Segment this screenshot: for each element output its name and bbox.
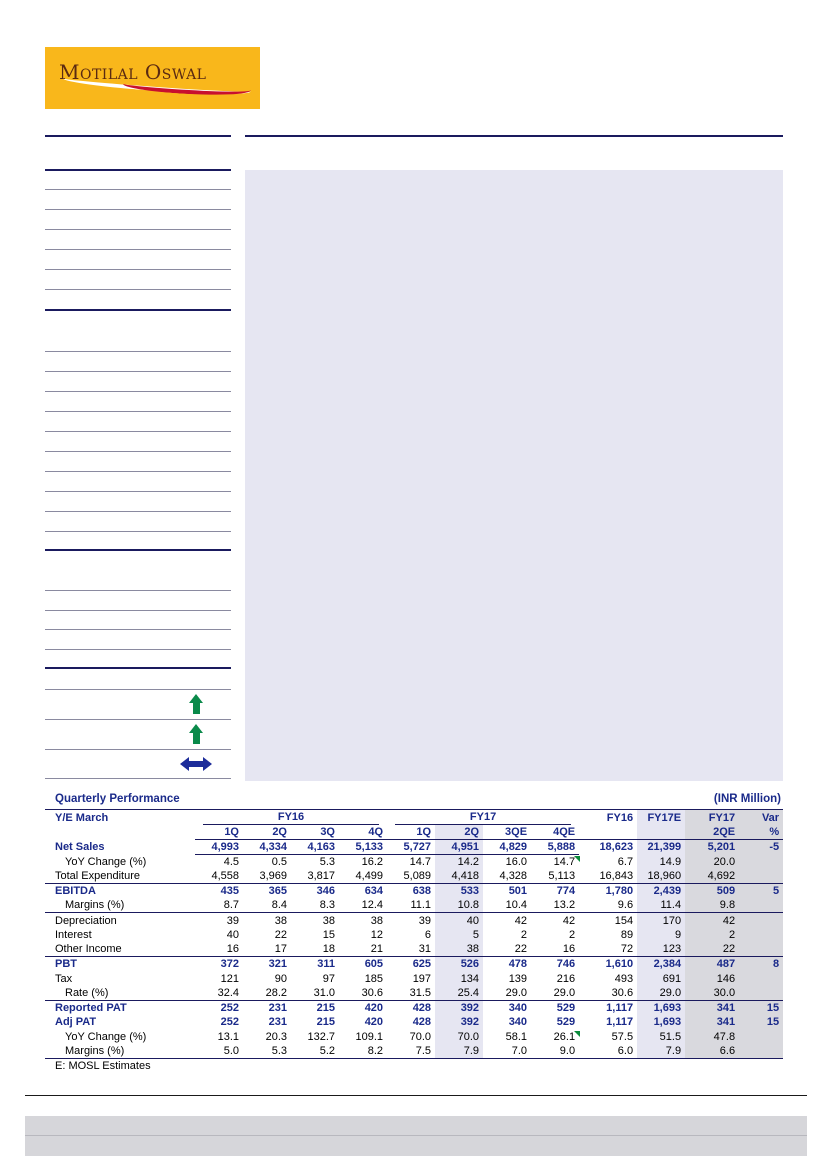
table-cell: 4,163 <box>291 840 339 855</box>
table-cell: 22 <box>685 942 739 957</box>
table-cell: 3,817 <box>307 870 335 883</box>
table-cell: 12 <box>370 928 384 941</box>
table-row <box>45 971 783 986</box>
table-cell <box>739 1044 783 1059</box>
table-cell: 89 <box>620 928 634 941</box>
table-cell: 231 <box>243 1001 291 1016</box>
table-cell: 90 <box>274 972 287 985</box>
table-cell: 38 <box>339 913 387 928</box>
subheader-cell: 2QE <box>685 825 739 840</box>
table-cell: 38 <box>291 913 339 928</box>
table-cell: 435 <box>195 884 243 899</box>
table-cell: 10.8 <box>435 898 483 913</box>
table-cell: 5,113 <box>548 870 576 883</box>
table-cell: 7.5 <box>387 1044 435 1059</box>
up-arrow-icon <box>189 694 203 714</box>
left-right-arrow-icon <box>180 757 212 771</box>
table-cell: 4,692 <box>685 869 739 884</box>
subheader-cell <box>637 825 685 840</box>
table-cell: 501 <box>483 884 531 899</box>
sidebar-rule <box>45 269 231 270</box>
table-cell: 5,133 <box>339 840 387 855</box>
table-cell: 132.7 <box>307 1031 335 1044</box>
table-cell: 15 <box>739 1001 783 1016</box>
table-cell: 16 <box>562 943 576 956</box>
table-cell: 1,693 <box>637 1015 685 1030</box>
table-cell: 14.7 <box>409 856 432 869</box>
table-cell: 478 <box>483 957 531 972</box>
table-cell: 1,117 <box>579 1001 637 1016</box>
table-cell: 420 <box>364 1016 384 1029</box>
table-cell: 42 <box>685 913 739 928</box>
sidebar-rule <box>45 491 231 492</box>
table-cell: 774 <box>531 884 579 899</box>
table-cell: 746 <box>531 957 579 972</box>
header-row-2 <box>45 825 783 840</box>
footer-bar <box>25 1116 807 1156</box>
fy16-group-header: FY16 <box>203 810 379 825</box>
subheader-cell <box>579 825 637 840</box>
subheader-cell: 2Q <box>435 825 483 840</box>
table-cell: 9.0 <box>531 1044 579 1059</box>
subheader-cell: 1Q <box>387 825 435 840</box>
table-cell: 428 <box>412 1016 432 1029</box>
sidebar-rule <box>45 169 231 171</box>
table-cell: 18,623 <box>599 841 634 854</box>
table-cell: 197 <box>412 972 432 985</box>
table-cell: 493 <box>614 972 634 985</box>
table-cell: 26.1 <box>531 1030 579 1045</box>
table-cell: 30.0 <box>685 986 739 1001</box>
table-cell: 1,117 <box>606 1016 634 1029</box>
row-label: Other Income <box>55 943 122 956</box>
table-row <box>45 928 783 943</box>
table-cell: 16.2 <box>361 856 384 869</box>
table-cell: 311 <box>291 957 339 972</box>
table-cell: 346 <box>291 884 339 899</box>
table-cell: 16,843 <box>599 870 634 883</box>
table-cell: 170 <box>637 913 685 928</box>
col-var-header: Var <box>739 810 783 826</box>
sidebar-rule <box>45 590 231 591</box>
table-cell: 30.6 <box>611 986 634 999</box>
table-cell: 625 <box>387 957 435 972</box>
table-cell: 252 <box>220 1016 239 1029</box>
sidebar-rule <box>45 135 231 137</box>
table-cell: 4,499 <box>355 870 384 883</box>
table-cell: 7.9 <box>637 1044 685 1059</box>
subheader-cell: 4Q <box>339 825 387 840</box>
table-cell: 691 <box>637 971 685 986</box>
table-cell: 533 <box>435 884 483 899</box>
table-cell: 1,610 <box>579 957 637 972</box>
sidebar-rule <box>45 719 231 720</box>
sidebar-rule <box>45 309 231 311</box>
table-cell: 215 <box>291 1001 339 1016</box>
sidebar-rule <box>45 249 231 250</box>
table-cell: 18,960 <box>637 869 685 884</box>
table-cell: 97 <box>322 972 335 985</box>
table-cell: -5 <box>739 840 783 855</box>
row-label: EBITDA <box>45 884 195 899</box>
table-cell: 215 <box>316 1016 335 1029</box>
table-cell: 28.2 <box>265 986 287 999</box>
row-label: YoY Change (%) <box>65 1031 147 1044</box>
subheader-cell: 1Q <box>195 825 243 840</box>
table-cell <box>739 855 783 870</box>
table-cell: 5,888 <box>531 840 579 855</box>
table-cell: 5 <box>739 884 783 899</box>
subheader-cell: 3QE <box>483 825 531 840</box>
subheader-cell: 2Q <box>243 825 291 840</box>
col-fy17e-header: FY17E <box>637 810 685 826</box>
subheader-cell: 3Q <box>291 825 339 840</box>
ye-march-label: Y/E March <box>45 810 195 826</box>
table-cell: 529 <box>531 1001 579 1016</box>
table-cell: 5,727 <box>387 840 435 855</box>
table-cell: 134 <box>435 971 483 986</box>
table-cell: 21 <box>370 943 384 956</box>
row-label: Rate (%) <box>65 986 109 999</box>
table-cell: 29.0 <box>637 986 685 1001</box>
table-cell: 321 <box>243 957 291 972</box>
table-row <box>45 942 783 957</box>
table-cell: 4,334 <box>243 840 291 855</box>
table-cell: 216 <box>556 972 576 985</box>
sidebar-rule <box>45 531 231 532</box>
sidebar-rule <box>45 431 231 432</box>
table-row <box>45 884 783 899</box>
table-cell: 42 <box>531 913 579 928</box>
table-cell: 139 <box>508 972 528 985</box>
table-cell: 634 <box>339 884 387 899</box>
sidebar-rule <box>45 471 231 472</box>
table-cell: 20.0 <box>685 855 739 870</box>
sidebar-rule <box>45 371 231 372</box>
table-cell: 1,693 <box>637 1001 685 1016</box>
table-cell: 526 <box>435 957 483 972</box>
table-cell: 5 <box>435 928 483 943</box>
sidebar-rule <box>45 667 231 669</box>
table-row <box>45 1001 783 1016</box>
table-cell: 4,558 <box>211 870 239 883</box>
row-label: Depreciation <box>45 913 195 928</box>
table-cell <box>739 986 783 1001</box>
table-cell <box>739 913 783 928</box>
table-cell: 509 <box>685 884 739 899</box>
table-cell: 5.0 <box>195 1044 243 1059</box>
table-cell: 4,993 <box>195 840 243 855</box>
col-fy17-header: FY17 <box>685 810 739 826</box>
table-cell: 39 <box>195 913 243 928</box>
table-cell: 22 <box>514 943 528 956</box>
table-cell: 51.5 <box>637 1030 685 1045</box>
table-cell: 57.5 <box>611 1031 634 1044</box>
shaded-content-panel <box>245 170 783 781</box>
logo-swoosh-red <box>123 76 252 99</box>
table-cell: 341 <box>685 1015 739 1030</box>
table-cell: 22 <box>274 928 287 941</box>
table-cell: 487 <box>685 957 739 972</box>
table-row <box>45 855 783 870</box>
estimates-note: E: MOSL Estimates <box>55 1060 151 1073</box>
header-rule <box>245 135 783 137</box>
table-cell: 420 <box>339 1001 387 1016</box>
table-cell: 38 <box>243 913 291 928</box>
row-label: Margins (%) <box>45 1044 195 1059</box>
table-cell: 25.4 <box>435 986 483 1001</box>
table-cell <box>739 1030 783 1045</box>
subheader-cell: 4QE <box>531 825 579 840</box>
quarterly-performance-table <box>45 809 783 1059</box>
sidebar-rule <box>45 689 231 690</box>
table-cell: 252 <box>195 1001 243 1016</box>
table-cell: 14.9 <box>637 855 685 870</box>
table-cell: 5,201 <box>685 840 739 855</box>
table-units: (INR Million) <box>713 793 781 805</box>
table-cell: 5.3 <box>243 1044 291 1059</box>
table-cell: 5.3 <box>319 856 335 869</box>
table-cell: 340 <box>483 1001 531 1016</box>
table-cell: 8.2 <box>339 1044 387 1059</box>
table-cell <box>739 898 783 913</box>
table-cell <box>739 942 783 957</box>
sidebar-rule <box>45 610 231 611</box>
table-cell: 428 <box>387 1001 435 1016</box>
row-label: Margins (%) <box>65 899 125 912</box>
table-cell: 4.5 <box>223 856 239 869</box>
table-cell: 6.6 <box>685 1044 739 1059</box>
table-cell: 2 <box>520 928 528 941</box>
table-cell: 14.2 <box>435 855 483 870</box>
row-label: Adj PAT <box>55 1016 97 1029</box>
table-row <box>45 957 783 972</box>
table-cell: 16 <box>226 943 239 956</box>
table-cell: 13.2 <box>553 899 576 912</box>
table-cell: 8.7 <box>223 899 239 912</box>
row-label: YoY Change (%) <box>65 855 147 868</box>
table-title-row <box>45 793 783 809</box>
table-cell: 11.1 <box>410 899 432 912</box>
table-cell: 20.3 <box>265 1031 287 1044</box>
table-cell: 4,418 <box>435 869 483 884</box>
table-cell: 109.1 <box>355 1031 384 1044</box>
table-cell: 121 <box>220 972 239 985</box>
table-row <box>45 869 783 884</box>
table-cell <box>739 971 783 986</box>
table-cell: 9.8 <box>685 898 739 913</box>
table-cell: 123 <box>637 942 685 957</box>
table-cell: 154 <box>579 913 637 928</box>
table-cell <box>739 928 783 943</box>
table-cell: 10.4 <box>505 899 528 912</box>
table-cell: 15 <box>739 1015 783 1030</box>
table-cell: 8.3 <box>319 899 335 912</box>
sidebar-rule <box>45 549 231 551</box>
table-cell: 70.0 <box>435 1030 483 1045</box>
table-cell: 638 <box>387 884 435 899</box>
table-cell: 47.8 <box>685 1030 739 1045</box>
table-cell: 341 <box>685 1001 739 1016</box>
table-cell: 12.4 <box>361 899 384 912</box>
table-cell: 6.7 <box>617 855 634 868</box>
table-cell: 0.5 <box>271 856 287 869</box>
table-cell: 372 <box>195 957 243 972</box>
fy17-group-header: FY17 <box>395 810 571 825</box>
sidebar-rule <box>45 391 231 392</box>
row-label: Tax <box>55 972 73 985</box>
table-cell: 9 <box>637 928 685 943</box>
table-cell: 7.9 <box>435 1044 483 1059</box>
table-row <box>45 840 783 855</box>
col-fy16-header: FY16 <box>579 810 637 826</box>
table-cell: 29.0 <box>505 986 528 999</box>
motilal-oswal-logo <box>45 47 260 109</box>
table-cell: 3,969 <box>259 870 287 883</box>
sidebar-rule <box>45 289 231 290</box>
table-cell: 392 <box>435 1001 483 1016</box>
table-cell: 31 <box>418 943 432 956</box>
table-cell: 529 <box>556 1016 576 1029</box>
table-row <box>45 1044 783 1059</box>
table-cell: 29.0 <box>553 986 576 999</box>
table-cell: 6 <box>424 928 432 941</box>
table-cell: 31.5 <box>409 986 432 999</box>
footer-rule <box>25 1095 807 1096</box>
table-cell: 16.0 <box>505 856 528 869</box>
table-cell: 14.7 <box>531 855 579 870</box>
sidebar-rule <box>45 229 231 230</box>
table-cell: 15 <box>322 928 335 941</box>
table-cell: 13.1 <box>217 1031 239 1044</box>
table-cell: 31.0 <box>313 986 335 999</box>
table-cell: 7.0 <box>483 1044 531 1059</box>
table-cell: 5,089 <box>403 870 432 883</box>
table-cell: 2,439 <box>637 884 685 899</box>
table-row <box>45 986 783 1001</box>
table-cell: 42 <box>483 913 531 928</box>
sidebar-rule <box>45 629 231 630</box>
table-row <box>45 898 783 913</box>
sidebar-rule <box>45 749 231 750</box>
table-cell: 38 <box>435 942 483 957</box>
table-cell: 72 <box>620 943 634 956</box>
table-cell: 8 <box>739 957 783 972</box>
table-cell: 9.6 <box>617 899 634 912</box>
table-row <box>45 913 783 928</box>
quarterly-performance <box>45 793 783 1072</box>
table-cell: 21,399 <box>637 840 685 855</box>
up-arrow-icon <box>189 724 203 744</box>
row-label: Total Expenditure <box>45 869 195 884</box>
table-row <box>45 1030 783 1045</box>
row-label: PBT <box>45 957 195 972</box>
table-cell: 40 <box>435 913 483 928</box>
row-label: Interest <box>55 928 92 941</box>
sidebar-rule <box>45 189 231 190</box>
table-cell: 185 <box>364 972 384 985</box>
table-cell: 39 <box>387 913 435 928</box>
table-cell: 231 <box>268 1016 287 1029</box>
table-row <box>45 1015 783 1030</box>
table-cell: 392 <box>435 1015 483 1030</box>
sidebar-rule <box>45 649 231 650</box>
table-cell: 4,328 <box>499 870 528 883</box>
sidebar-rule <box>45 351 231 352</box>
table-cell: 32.4 <box>217 986 239 999</box>
logo-wordmark: Motilal Oswal <box>59 60 207 84</box>
sidebar-rule <box>45 209 231 210</box>
table-cell: 4,829 <box>483 840 531 855</box>
table-title: Quarterly Performance <box>55 793 180 805</box>
table-cell: 2 <box>568 928 576 941</box>
subheader-cell: % <box>739 825 783 840</box>
table-cell: 146 <box>685 971 739 986</box>
table-cell: 17 <box>274 943 287 956</box>
sidebar-rule <box>45 451 231 452</box>
footer-bar-divider <box>25 1135 807 1136</box>
table-cell: 340 <box>508 1016 528 1029</box>
sidebar-rule <box>45 411 231 412</box>
table-cell: 58.1 <box>505 1031 528 1044</box>
table-cell: 8.4 <box>271 899 287 912</box>
table-cell: 605 <box>339 957 387 972</box>
table-cell: 1,780 <box>579 884 637 899</box>
sidebar-rule <box>45 511 231 512</box>
table-cell: 70.0 <box>409 1031 432 1044</box>
table-cell: 2,384 <box>637 957 685 972</box>
table-cell: 5.2 <box>291 1044 339 1059</box>
row-label: Net Sales <box>55 841 105 854</box>
table-cell: 18 <box>322 943 335 956</box>
table-cell: 6.0 <box>579 1044 637 1059</box>
sidebar-rule <box>45 778 231 779</box>
table-cell: 40 <box>226 928 239 941</box>
table-cell: 365 <box>243 884 291 899</box>
table-cell: 2 <box>685 928 739 943</box>
table-cell <box>739 869 783 884</box>
header-row-1 <box>45 810 783 826</box>
table-cell: 4,951 <box>435 840 483 855</box>
table-cell: 30.6 <box>361 986 384 999</box>
row-label: Reported PAT <box>45 1001 195 1016</box>
table-cell: 11.4 <box>637 898 685 913</box>
